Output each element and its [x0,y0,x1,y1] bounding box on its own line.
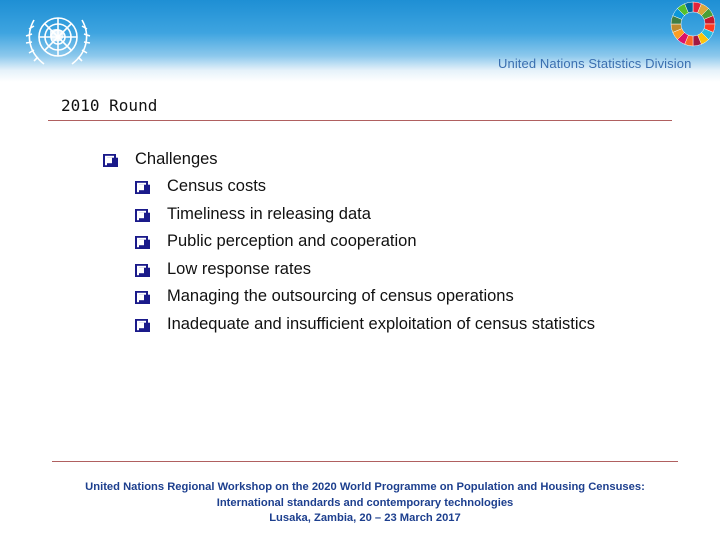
un-emblem-icon [20,6,96,72]
bullet-item [135,203,371,225]
checkbox-square-icon [135,208,150,221]
bullet-item [135,286,514,308]
bullet-text: Census costs [167,177,267,195]
bullet-text: Public perception and cooperation [167,232,417,250]
checkbox-square-icon [103,153,118,166]
bullet-text: Managing the outsourcing of census operations [167,287,514,305]
checkbox-square-icon [135,318,150,331]
checkbox-square-icon [135,180,150,193]
checkbox-square-icon [135,290,150,303]
footer-line-workshop: United Nations Regional Workshop on the 2020 World Programme on Population and Housing Censuses: [85,481,645,493]
sdg-wheel-icon [666,0,720,52]
slide-title: 2010 Round [61,96,158,115]
bullet-item [135,231,417,253]
bullet-text: Low response rates [167,259,311,278]
footer-divider [52,461,678,462]
bullet-text: Inadequate and insufficient exploitation of census statistics [167,314,596,333]
footer [0,480,720,527]
bullet-item [135,258,311,280]
footer-line-subtitle: International standards and contemporary technologies [216,496,514,509]
checkbox-square-icon [135,263,150,276]
footer-line-location: Lusaka, Zambia, 20 – 23 March 2017 [269,512,461,524]
bullet-item [135,176,266,198]
bullet-text: Timeliness in releasing data [167,204,371,223]
bullet-item [135,313,595,335]
checkbox-square-icon [135,235,150,248]
bullet-text: Challenges [135,149,218,168]
bullet-item [103,148,218,170]
title-divider [48,120,672,121]
division-title: United Nations Statistics Division [498,56,692,71]
